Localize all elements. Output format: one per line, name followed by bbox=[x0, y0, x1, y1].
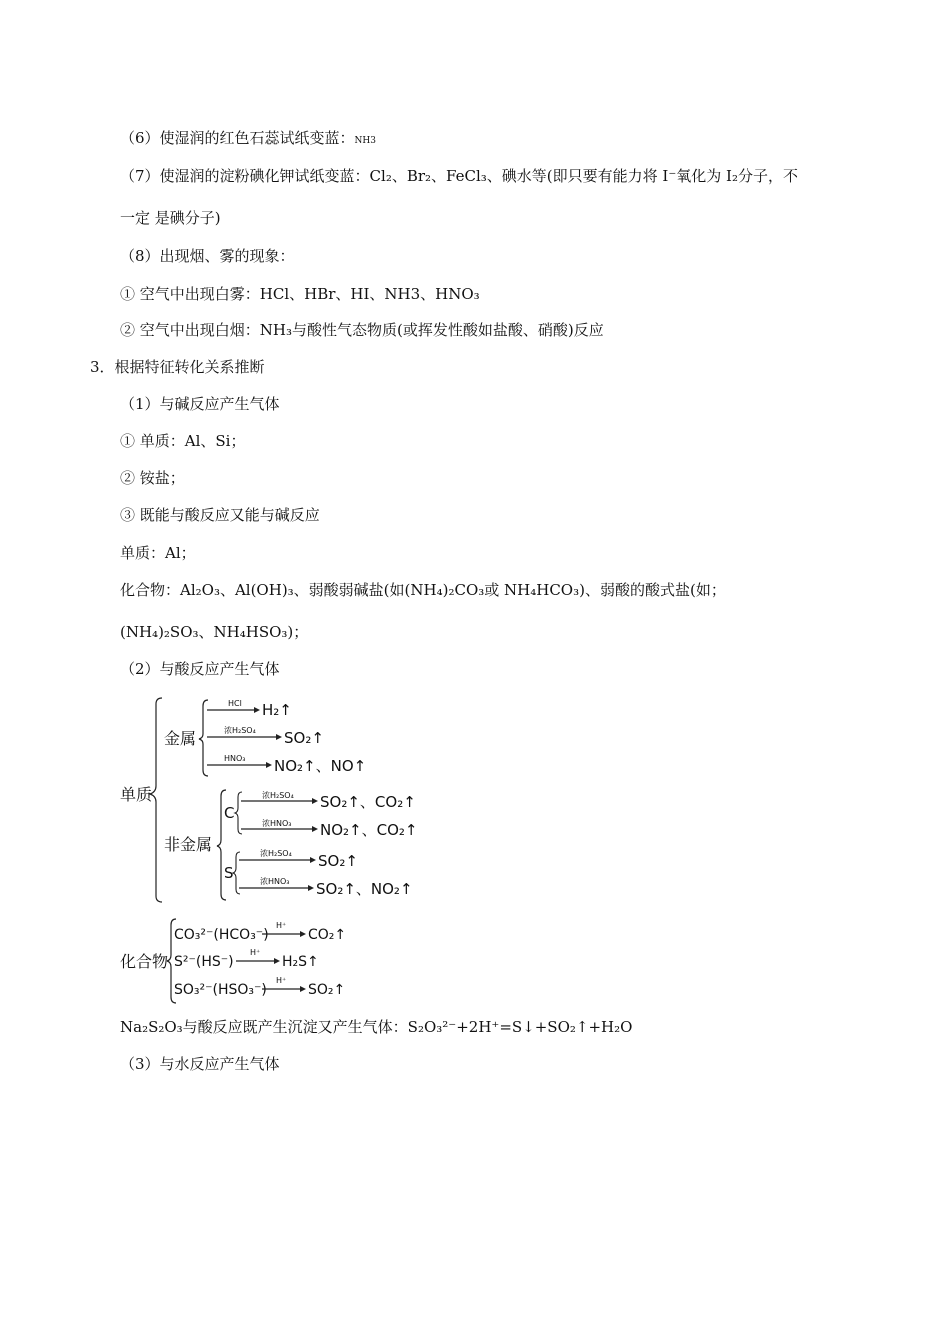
reagent-r7: 浓HNO₃ bbox=[260, 877, 290, 886]
reactant-c1: CO₃²⁻(HCO₃⁻) bbox=[174, 927, 269, 943]
section-3-1-c: ③ 既能与酸反应又能与碱反应 bbox=[120, 506, 320, 524]
section-3-3: （3）与水反应产生气体 bbox=[120, 1055, 280, 1073]
reagent-c3: H⁺ bbox=[276, 976, 287, 985]
arrow-head-r1 bbox=[254, 707, 260, 713]
na2s2o3-reaction: Na₂S₂O₃与酸反应既产生沉淀又产生气体：S₂O₃²⁻+2H⁺=S↓+SO₂↑+H₂O bbox=[120, 1018, 633, 1036]
product-c3: SO₂↑ bbox=[308, 982, 346, 998]
item-6 bbox=[120, 128, 376, 151]
compound-line-1: 化合物：Al₂O₃、Al(OH)₃、弱酸弱碱盐(如(NH₄)₂CO₃或 NH₄HCO₃)、弱酸的酸式盐(如； bbox=[120, 581, 726, 599]
reagent-r2: 浓H₂SO₄ bbox=[224, 726, 256, 735]
product-r5: NO₂↑、CO₂↑ bbox=[320, 821, 418, 839]
label-c: C bbox=[224, 804, 235, 822]
brace-jinshu bbox=[199, 700, 208, 776]
reagent-r4: 浓H₂SO₄ bbox=[262, 791, 294, 800]
arrow-head-r6 bbox=[310, 857, 316, 863]
label-feijinshu: 非金属 bbox=[164, 835, 213, 854]
product-c1: CO₂↑ bbox=[308, 927, 347, 943]
section-3-2: （2）与酸反应产生气体 bbox=[120, 660, 280, 678]
item-8: （8）出现烟、雾的现象： bbox=[120, 247, 295, 265]
product-r2: SO₂↑ bbox=[284, 729, 324, 747]
section-3-1-b: ② 铵盐； bbox=[120, 469, 185, 487]
reactant-c3: SO₃²⁻(HSO₃⁻) bbox=[174, 982, 267, 998]
danzhi-al: 单质：Al； bbox=[120, 544, 196, 562]
arrow-head-c3 bbox=[300, 986, 306, 992]
arrow-head-c2 bbox=[274, 958, 280, 964]
reagent-r5: 浓HNO₃ bbox=[262, 819, 292, 828]
item-8-1: ① 空气中出现白雾：HCl、HBr、HI、NH3、HNO₃ bbox=[120, 285, 480, 303]
arrow-head-r7 bbox=[308, 885, 314, 891]
item-6-text: （6）使湿润的红色石蕊试纸变蓝： bbox=[120, 129, 355, 147]
label-jinshu: 金属 bbox=[164, 729, 197, 748]
label-huahewu: 化合物 bbox=[120, 952, 169, 971]
reagent-c1: H⁺ bbox=[276, 921, 287, 930]
arrow-head-r2 bbox=[276, 734, 282, 740]
label-danzhi: 单质 bbox=[120, 785, 153, 804]
product-r4: SO₂↑、CO₂↑ bbox=[320, 793, 416, 811]
product-c2: H₂S↑ bbox=[282, 954, 319, 970]
compound-line-2: (NH₄)₂SO₃、NH₄HSO₃)； bbox=[120, 623, 309, 641]
reagent-r1: HCl bbox=[228, 699, 242, 708]
section-3-1: （1）与碱反应产生气体 bbox=[120, 395, 280, 413]
reagent-r6: 浓H₂SO₄ bbox=[260, 849, 292, 858]
item-7-line-1: （7）使湿润的淀粉碘化钾试纸变蓝：Cl₂、Br₂、FeCl₃、碘水等(即只要有能力将 I⁻氧化为 I₂分子，不 bbox=[120, 167, 798, 185]
section-3-heading: 3．根据特征转化关系推断 bbox=[90, 358, 265, 376]
brace-s bbox=[233, 852, 240, 894]
product-r7: SO₂↑、NO₂↑ bbox=[316, 880, 413, 898]
arrow-head-c1 bbox=[300, 931, 306, 937]
label-s: S bbox=[224, 864, 234, 882]
arrow-head-r5 bbox=[312, 826, 318, 832]
product-r6: SO₂↑ bbox=[318, 852, 358, 870]
reagent-r3: HNO₃ bbox=[224, 754, 246, 763]
item-8-2: ② 空气中出现白烟：NH₃与酸性气态物质(或挥发性酸如盐酸、硝酸)反应 bbox=[120, 321, 604, 339]
nh3-label: NH3 bbox=[354, 136, 376, 146]
arrow-head-r4 bbox=[312, 798, 318, 804]
reactant-c2: S²⁻(HS⁻) bbox=[174, 954, 234, 970]
brace-c bbox=[235, 792, 242, 834]
compounds-acid-diagram bbox=[110, 915, 370, 1007]
arrow-head-r3 bbox=[266, 762, 272, 768]
elements-acid-diagram bbox=[110, 690, 470, 910]
product-r1: H₂↑ bbox=[262, 701, 292, 719]
section-3-1-a: ① 单质：Al、Si； bbox=[120, 432, 246, 450]
reagent-c2: H⁺ bbox=[250, 948, 261, 957]
product-r3: NO₂↑、NO↑ bbox=[274, 757, 367, 775]
item-7-line-2: 一定 是碘分子) bbox=[120, 209, 221, 227]
